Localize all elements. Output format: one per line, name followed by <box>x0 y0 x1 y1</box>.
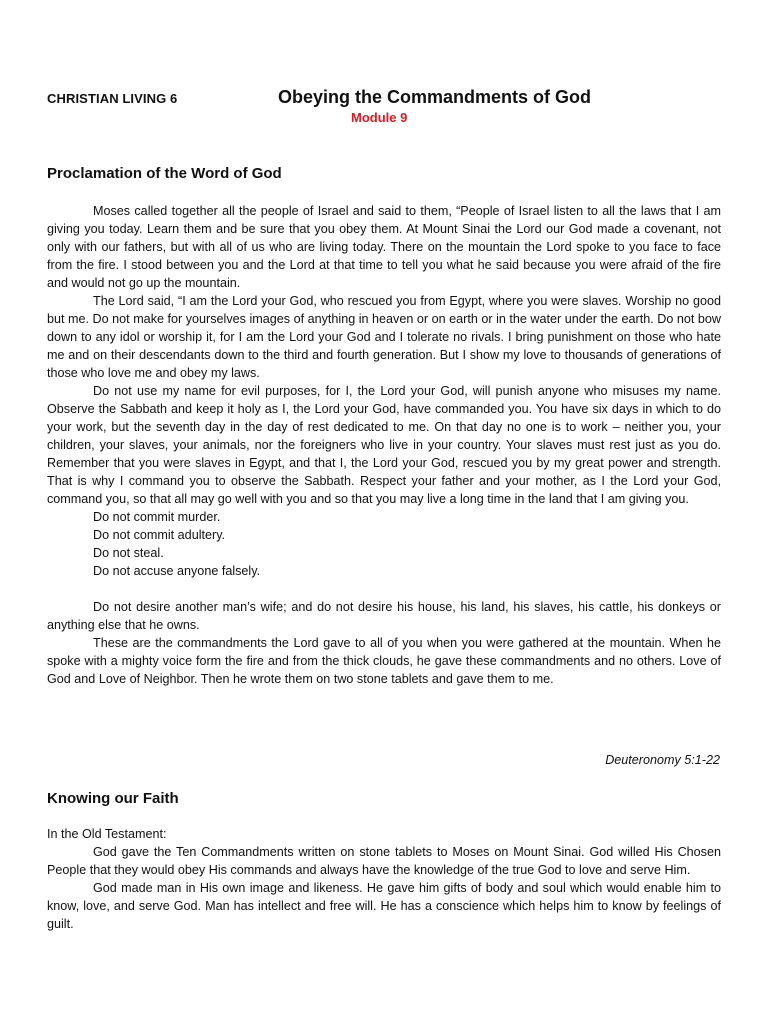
spacer <box>47 580 721 598</box>
commandment-line: Do not steal. <box>93 546 164 560</box>
proclamation-paragraph: Do not use my name for evil purposes, for I, the Lord your God, will punish anyone who misuses my name. Observe the Sabbath and keep it holy as I, the Lord your God, have commanded you. You have six days in which to do your work, but the seventh day in the day of rest dedicated to me. On that day no one is to work – neither you, your children, your slaves, your animals, nor the foreigners who live in your country. Your slaves must rest just as you do. Remember that you were slaves in Egypt, and that I, the Lord your God, rescued you by my great power and strength. That is why I command you to observe the Sabbath. Respect your father and your mother, as I the Lord your God, command you, so that all may go well with you and so that you may live a long time in the land that I am giving you. <box>47 384 721 506</box>
module-label: Module 9 <box>351 110 408 125</box>
faith-heading: Knowing our Faith <box>47 790 179 807</box>
page-title: Obeying the Commandments of God <box>278 87 592 107</box>
course-label: CHRISTIAN LIVING 6 <box>47 91 178 106</box>
proclamation-paragraph: Do not desire another man’s wife; and do not desire his house, his land, his slaves, his cattle, his donkeys or anything else that he owns. <box>47 600 721 632</box>
faith-paragraph: God gave the Ten Commandments written on stone tablets to Moses on Mount Sinai. God willed His Chosen People that they would obey His commands and always have the knowledge of the true God to love and serve Him. <box>47 845 721 877</box>
commandment-line: Do not accuse anyone falsely. <box>93 564 261 578</box>
proclamation-paragraph: Moses called together all the people of Israel and said to them, “People of Israel listen to all the laws that I am giving you today. Learn them and be sure that you obey them. At Mount Sinai the Lord our God made a covenant, not only with our fathers, but with all of us who are living today. There on the mountain the Lord spoke to you face to face from the fire. I stood between you and the Lord at that time to tell you what he said because you were afraid of the fire and would not go up the mountain. <box>47 204 721 290</box>
commandment-line: Do not commit adultery. <box>93 528 226 542</box>
scripture-citation: Deuteronomy 5:1-22 <box>605 753 720 767</box>
faith-body <box>47 825 721 933</box>
proclamation-body <box>47 202 721 688</box>
faith-paragraph: God made man in His own image and likeness. He gave him gifts of body and soul which would enable him to know, love, and serve God. Man has intellect and free will. He has a conscience which helps him to know by feelings of guilt. <box>47 881 721 931</box>
proclamation-paragraph: The Lord said, “I am the Lord your God, who rescued you from Egypt, where you were slaves. Worship no good but me. Do not make for yourselves images of anything in heaven or on earth or in the water under the earth. Do not bow down to any idol or worship it, for I am the Lord your God and I tolerate no rivals. I bring punishment on those who hate me and on their descendants down to the third and fourth generation. But I show my love to thousands of generations of those who love me and obey my laws. <box>47 294 721 380</box>
commandment-line: Do not commit murder. <box>93 510 221 524</box>
proclamation-heading: Proclamation of the Word of God <box>47 165 282 182</box>
proclamation-paragraph: These are the commandments the Lord gave to all of you when you were gathered at the mountain. When he spoke with a mighty voice form the fire and from the thick clouds, he gave these commandments and no others. Love of God and Love of Neighbor. Then he wrote them on two stone tablets and gave them to me. <box>47 636 721 686</box>
faith-lead: In the Old Testament: <box>47 827 167 841</box>
